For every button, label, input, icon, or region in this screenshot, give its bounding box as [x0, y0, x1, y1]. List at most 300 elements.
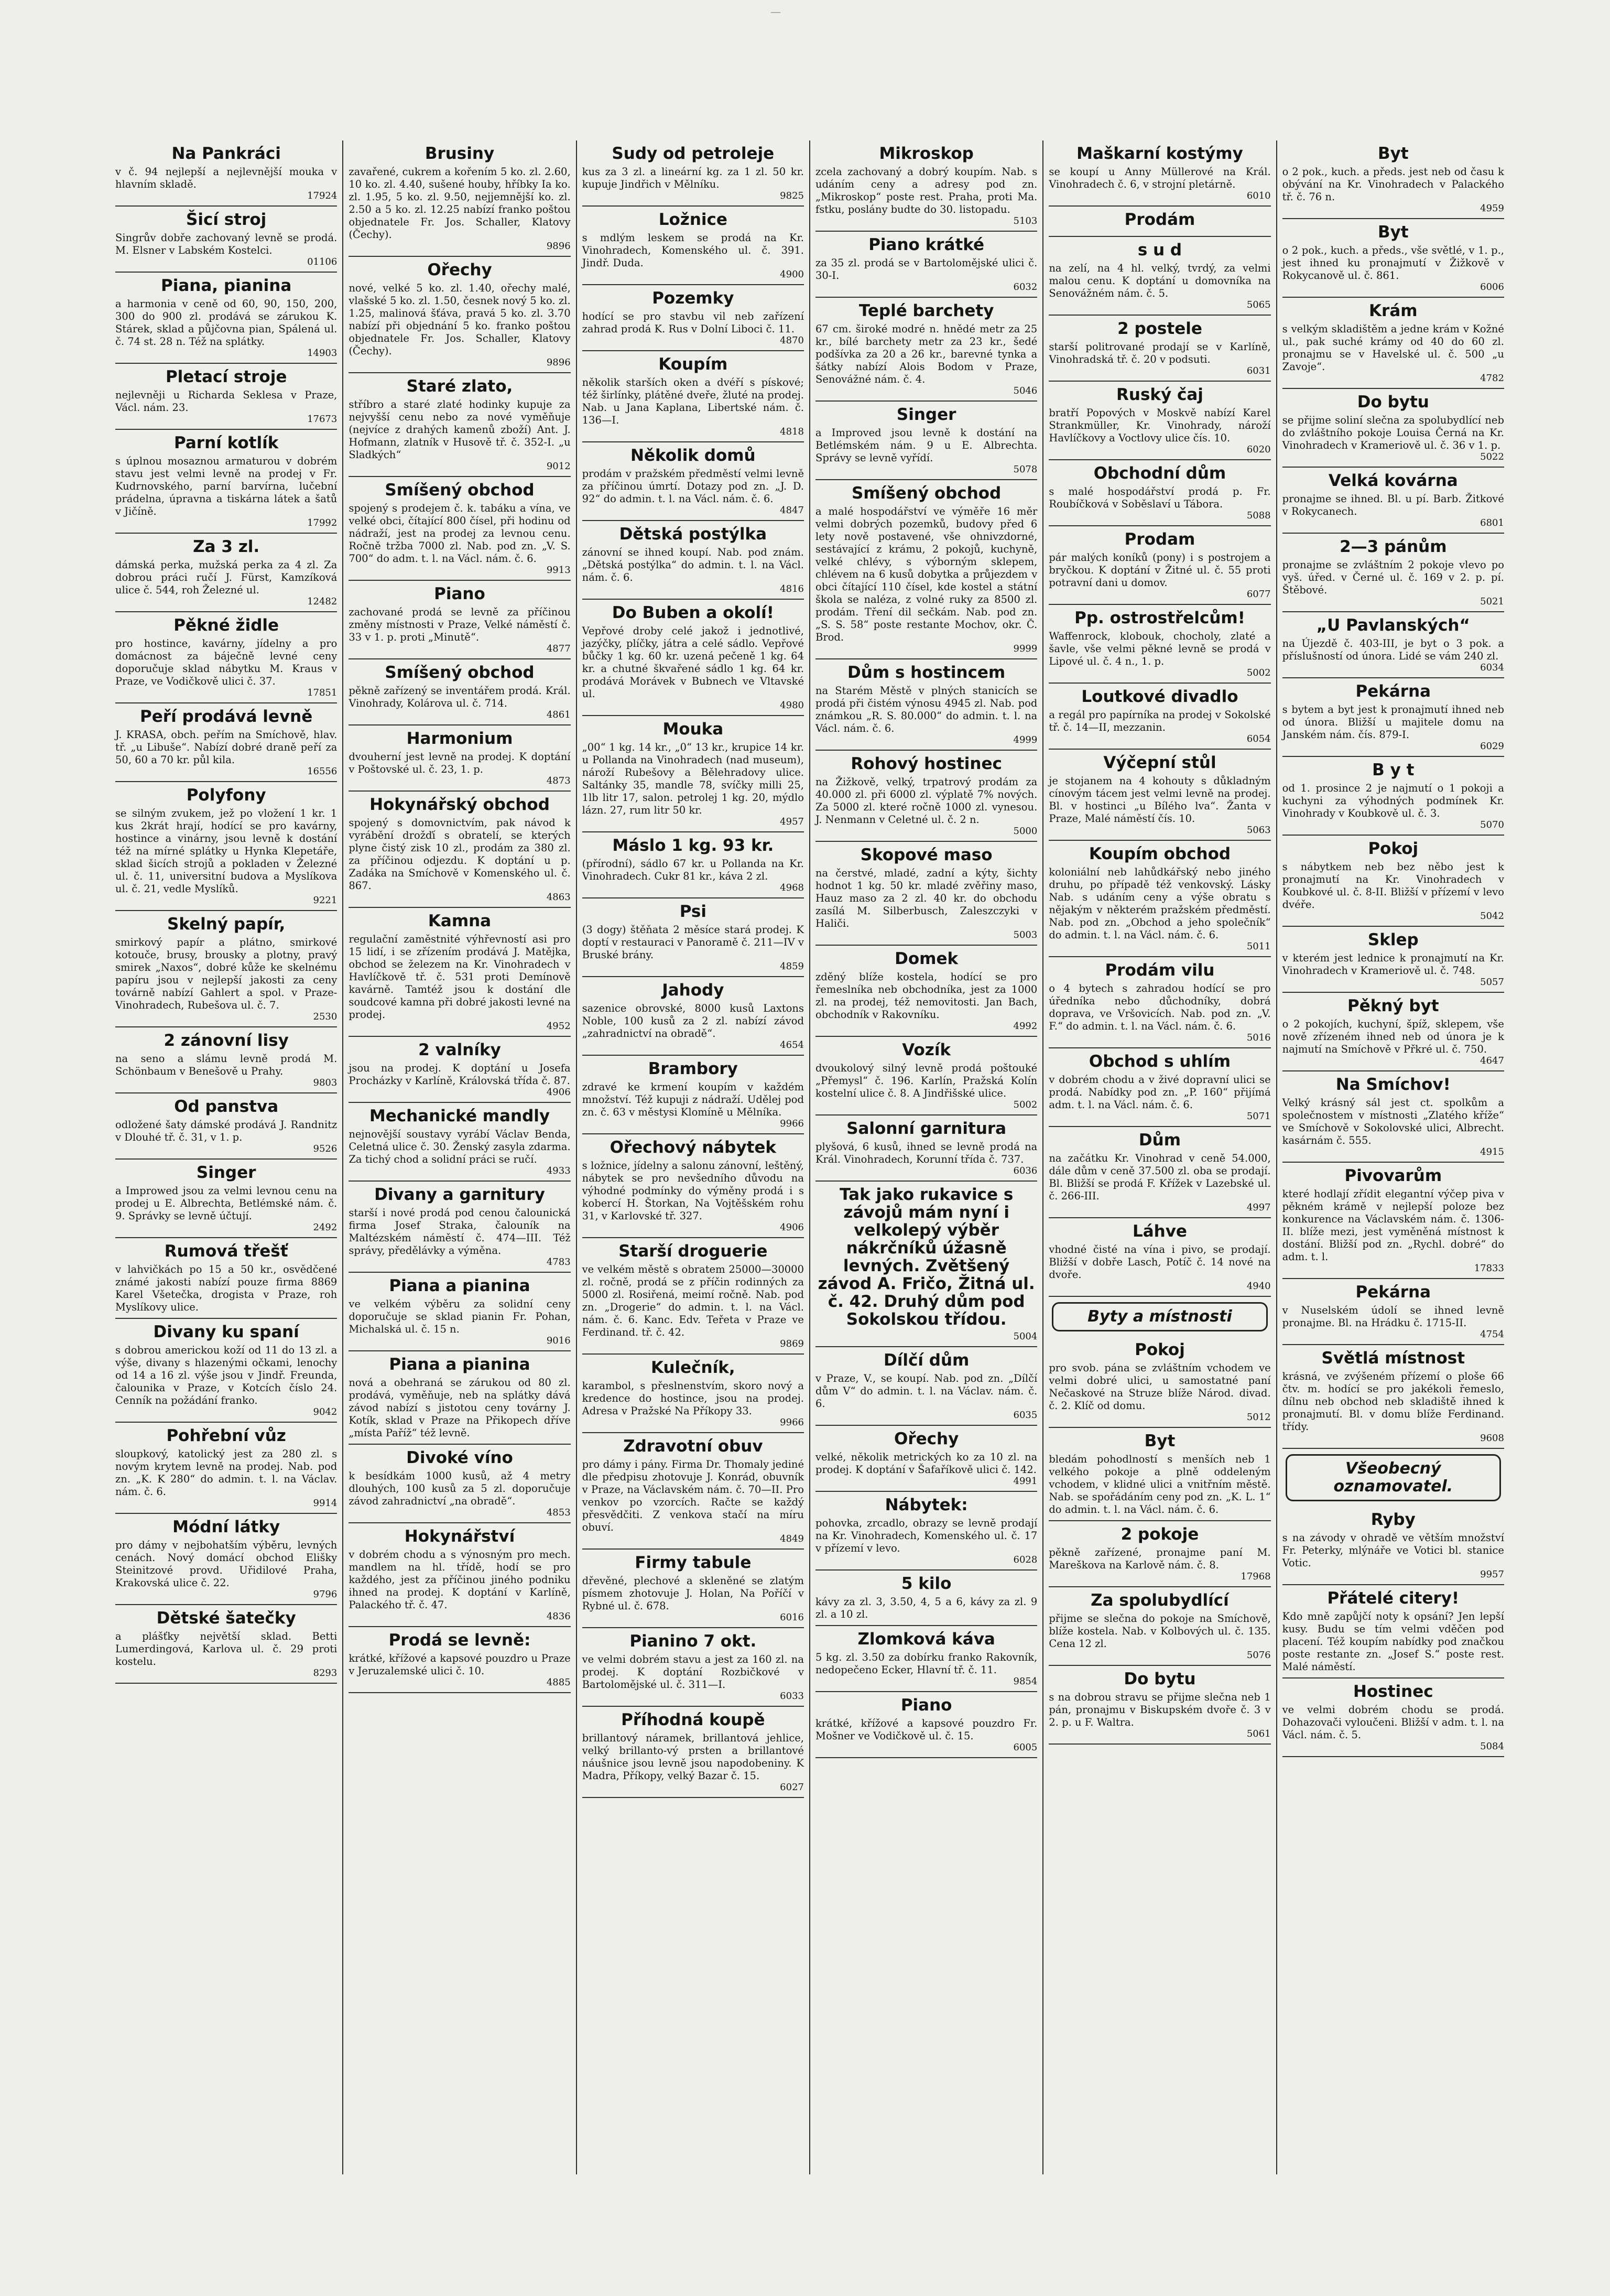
- classified-ad: [349, 659, 570, 725]
- ad-text: zánovní se ihned koupí. Nab. pod znám. „Dětská postýlka“ do admin. t. l. na Václ. nám. č. 6.: [582, 546, 804, 583]
- ad-heading: Byt: [1377, 144, 1409, 163]
- ad-heading: Pokoj: [1368, 839, 1419, 858]
- ad-number: 5021: [1480, 596, 1504, 607]
- ad-number: 4818: [780, 426, 804, 437]
- ad-number: 9914: [313, 1498, 338, 1509]
- ad-number: 5000: [1013, 826, 1038, 837]
- classified-ad: [582, 1707, 804, 1798]
- classified-ad: [1049, 684, 1270, 750]
- ad-number: 9896: [546, 241, 571, 252]
- ad-number: 5057: [1480, 977, 1504, 988]
- classified-ad: [1049, 605, 1270, 684]
- classified-ad: [582, 977, 804, 1056]
- ad-heading: Dům s hostincem: [847, 663, 1006, 682]
- ad-text: pěkně zařízený se inventářem prodá. Král. Vinohrady, Kolárova ul. č. 714.: [349, 685, 571, 709]
- ad-number: 5088: [1246, 510, 1271, 521]
- ad-number: 4999: [1013, 734, 1038, 745]
- ad-heading: Hostinec: [1353, 1682, 1433, 1701]
- classified-ad: [115, 273, 337, 364]
- ad-heading: Piano: [900, 1696, 952, 1715]
- ad-heading: Láhve: [1132, 1222, 1187, 1241]
- classified-ad: [1049, 750, 1270, 841]
- ad-text: pro dámy v nejbohatším výběru, levných cenách. Nový domácí obchod Elišky Steinitzové provd. Uřidilové Praha, Krakovská ulice č. 22.: [115, 1539, 338, 1589]
- ad-number: 01106: [307, 256, 338, 267]
- ad-number: 5016: [1246, 1032, 1271, 1043]
- section-header: Byty a místnosti: [1052, 1302, 1267, 1331]
- classified-ad: [1282, 678, 1504, 757]
- ad-text: nejnovější soustavy vyrábí Václav Benda, Celetná ulice č. 30. Ženský zasyla zdarma. Za tichý chod a solidní práci se ručí.: [349, 1128, 571, 1165]
- classified-ad: [349, 1523, 570, 1627]
- ad-heading: Na Smíchov!: [1335, 1075, 1451, 1094]
- ad-number: 5103: [1013, 215, 1038, 226]
- ad-heading: Teplé barchety: [858, 301, 994, 320]
- classified-ad: [1049, 1048, 1270, 1127]
- ad-number: 4654: [780, 1039, 804, 1050]
- ad-heading: Ryby: [1370, 1510, 1416, 1529]
- column-2: [343, 140, 576, 2174]
- classified-ad: [815, 1037, 1037, 1115]
- ad-number: 5071: [1246, 1111, 1271, 1122]
- classified-ad: [1282, 993, 1504, 1071]
- ad-number: 4836: [546, 1611, 571, 1622]
- ad-number: 6027: [780, 1782, 804, 1793]
- classified-ad: [115, 1605, 337, 1684]
- ad-text: v Praze, V., se koupí. Nab. pod zn. „Dílčí dům V“ do admin. t. l. na Václav. nám. č. 6.: [815, 1372, 1038, 1410]
- classified-ad: [582, 1355, 804, 1433]
- classified-ad: [815, 298, 1037, 402]
- ad-heading: Sudy od petroleje: [612, 144, 775, 163]
- classified-ad: [115, 1093, 337, 1160]
- ad-heading: Psi: [679, 902, 706, 921]
- ad-number: 14903: [307, 348, 338, 359]
- ad-heading: Ložnice: [658, 210, 727, 229]
- classified-ad: [115, 1423, 337, 1514]
- ad-heading: 2 pokoje: [1121, 1525, 1199, 1544]
- ad-number: 4863: [546, 892, 571, 903]
- ad-text: Kdo mně zapůjčí noty k opsání? Jen lepší kusy. Budu se tím velmi vděčen pod placení. Též koupím nabídky pod značkou poste restante zn. „Josef S.“ poste rest. Malé náměstí.: [1282, 1610, 1504, 1673]
- classified-ad: [1049, 1127, 1270, 1218]
- classified-ad: [582, 600, 804, 716]
- ad-text: pronajme se zvláštním 2 pokoje vlevo po vyš. úřed. v Černé ul. č. 169 v 2. p. pí. Štěbové.: [1282, 559, 1504, 596]
- ad-number: 5061: [1246, 1728, 1271, 1739]
- ad-number: 4861: [546, 709, 571, 720]
- ad-heading: Piano krátké: [868, 235, 985, 254]
- ad-number: 9854: [1013, 1676, 1038, 1687]
- ad-text: (3 dogy) štěňata 2 měsíce stará prodej. K doptí v restauraci v Panoramě č. 211—IV v Bruské brány.: [582, 924, 804, 961]
- ad-number: 5003: [1013, 929, 1038, 940]
- ad-heading: Do Buben a okolí!: [612, 603, 774, 622]
- ad-heading: Rumová třešť: [164, 1242, 288, 1261]
- classified-ad: [349, 725, 570, 792]
- classified-ad: [582, 521, 804, 600]
- ad-number: 9966: [780, 1118, 804, 1129]
- ad-number: 4997: [1246, 1202, 1271, 1213]
- ad-text: v lahvičkách po 15 a 50 kr., osvědčené známé jakosti nabízí pouze firma 8869 Karel Všetečka, drogista v Praze, roh Myslíkovy ulice.: [115, 1263, 338, 1313]
- ad-heading: Do bytu: [1357, 393, 1429, 411]
- ad-heading: Mouka: [662, 720, 724, 739]
- ad-text: zdravé ke krmení koupím v každém množství. Též kupuji z nádraží. Udělej pod zn. č. 63 v městysi Klomíně u Mělníka.: [582, 1081, 804, 1118]
- ad-heading: Hokynářství: [404, 1527, 515, 1546]
- ad-text: zděný blíže kostela, hodící se pro řemeslníka neb obchodníka, jest za 1000 zl. na prodej, též nemovitosti. Jan Bach, obchodník v Rakovníku.: [815, 971, 1038, 1021]
- ad-text: s na závody v ohradě ve větším množství Fr. Peterky, mlýnáře ve Votici bl. stanice Votic.: [1282, 1532, 1504, 1569]
- ad-text: nová a obehraná se zárukou od 80 zl. prodává, vyměňuje, neb na splátky dává závod nabízí s jistotou ceny továrny J. Kotík, sklad v Praze na Přikopech dříve „místa Paříž“ též levně.: [349, 1377, 571, 1439]
- ad-number: 4906: [780, 1222, 804, 1233]
- ad-number: 4877: [546, 643, 571, 654]
- classified-ad: [1049, 207, 1270, 237]
- ad-text: 67 cm. široké modré n. hnědé metr za 25 kr., bílé barchety metr za 23 kr., šedé podšívka za 20 a 26 kr., barevné tynka a šátky nabízí Alois Bodom v Praze, Senovážné nám. č. 4.: [815, 323, 1038, 385]
- ad-text: a regál pro papírníka na prodej v Sokolské tř. č. 14—II, mezzanin.: [1049, 709, 1271, 733]
- ad-number: 2492: [313, 1222, 338, 1233]
- ad-number: 5042: [1480, 911, 1504, 922]
- ad-text: o 2 pokojích, kuchyní, špíž, sklepem, vše nově zřízeném ihned neb od února je k najmutí na Smíchově v Přkré ul. č. 750.: [1282, 1018, 1504, 1055]
- ad-text: je stojanem na 4 kohouty s důkladným cínovým tácem jest velmi levně na prodej. Bl. v hostinci „u Bílého lva“. Žanta v Praze, Malé náměstí čís. 10.: [1049, 775, 1271, 825]
- classified-ad: [1282, 927, 1504, 993]
- classified-ad: [1049, 140, 1270, 207]
- classified-ad: [1282, 836, 1504, 927]
- classified-ad: [1282, 1345, 1504, 1449]
- ad-heading: Pivovarům: [1344, 1166, 1442, 1185]
- ad-text: ve velkém městě s obratem 25000—30000 zl. ročně, prodá se z příčin rodinných za 5000 zl. Rosiřená, meimí ročně. Nab. pod zn. „Drogerie“ do admin. t. l. na Václ. nám. č. 6. Kanc. Edv. Teřeta v Praze ve Ferdinand. tř. č. 42.: [582, 1263, 804, 1338]
- classified-ad: [115, 207, 337, 273]
- ad-number: 9796: [313, 1589, 338, 1600]
- ad-text: a Improwed jsou za velmi levnou cenu na prodej u E. Albrechta, Betlémské nám. č. 9. Správky se levně účtují.: [115, 1185, 338, 1222]
- ad-number: 17968: [1241, 1571, 1271, 1582]
- ad-number: 6077: [1246, 589, 1271, 600]
- ad-text: pohovka, zrcadlo, obrazy se levně prodají na Kr. Vinohradech, Komenského ul. č. 17 v přízemí v levo.: [815, 1517, 1038, 1554]
- ad-text: s malé hospodářství prodá p. Fr. Roubíčková v Soběslaví u Tábora.: [1049, 485, 1271, 510]
- ad-number: 4915: [1480, 1146, 1504, 1157]
- classified-ad: [115, 140, 337, 207]
- classified-ad: [582, 1628, 804, 1707]
- classified-ad: [815, 402, 1037, 480]
- ad-text: krátké, křížové a kapsové pouzdro u Praze v Jeruzalemské ulici č. 10.: [349, 1652, 571, 1677]
- classified-ad: [815, 946, 1037, 1037]
- ad-text: spojený s domovnictvím, pak návod k vyrábění drožďí s obratelí, se kterých plyne čistý zisk 10 zl., prodám za 380 zl. za příčinou odjezdu. K doptání u p. Zadáka na Smíchově v Komenského ul. č. 867.: [349, 817, 571, 892]
- ad-heading: Pokoj: [1135, 1340, 1185, 1359]
- ad-number: 4847: [780, 505, 804, 516]
- ad-text: kus za 3 zl. a lineární kg. za 1 zl. 50 kr. kupuje Jindřich v Mělníku.: [582, 166, 804, 190]
- ad-text: karambol, s přeslnenstvím, skoro nový a kredence do hostince, jsou na prodej. Adresa v Pražské Na Příkopy 33.: [582, 1380, 804, 1417]
- classified-ad: [1049, 1337, 1270, 1428]
- ad-number: 17851: [307, 687, 338, 698]
- ad-text: pronajme se ihned. Bl. u pí. Barb. Žitkové v Rokycanech.: [1282, 493, 1504, 517]
- ad-heading: Ořechy: [894, 1429, 959, 1448]
- ad-text: na zelí, na 4 hl. velký, tvrdý, za velmi malou cenu. K doptání u domovníka na Senovážném nám. č. 5.: [1049, 262, 1271, 299]
- classified-ad: [1049, 237, 1270, 316]
- ad-heading: Pekárna: [1355, 682, 1431, 701]
- classified-ad: [815, 1426, 1037, 1492]
- ad-number: 5070: [1480, 819, 1504, 830]
- ad-text: se přijme soliní slečna za spolubydlící neb do zvláštního pokoje Louisa Černá na Kr. Vinohradech v Krameriově ul. č. 36 v 1. p.: [1282, 414, 1504, 451]
- column-6: [1277, 140, 1509, 2174]
- ad-heading: Pp. ostrostřelcům!: [1074, 609, 1245, 627]
- ad-text: na seno a slámu levně prodá M. Schönbaum v Benešově u Prahy.: [115, 1053, 338, 1077]
- classified-ad: [815, 751, 1037, 842]
- classified-ad: [815, 1626, 1037, 1692]
- ad-text: 5 kg. zl. 3.50 za dobírku franko Rakovník, nedopečeno Ecker, Hlavní tř. č. 11.: [815, 1651, 1038, 1676]
- ad-text: v dobrém chodu a v živé dopravní ulici se prodá. Nabídky pod zn. „P. 160“ přijímá adm. t. l. na Václ. nám. č. 6.: [1049, 1074, 1271, 1111]
- ad-number: 4870: [780, 335, 804, 346]
- ad-text: Singrův dobře zachovaný levně se prodá. M. Elsner v Labském Kostelci.: [115, 232, 338, 256]
- classified-ad: [1049, 1218, 1270, 1297]
- ad-text: sloupkový, katolický jest za 280 zl. s novým krytem levně na prodej. Nab. pod zn. „K. K 280“ do admin. t. l. na Václav. nám. č. 6.: [115, 1448, 338, 1498]
- ad-heading: 2—3 pánům: [1340, 537, 1447, 556]
- ad-number: 9869: [780, 1338, 804, 1349]
- classified-ad: [815, 1347, 1037, 1426]
- ad-number: 4816: [780, 583, 804, 594]
- ad-number: 4754: [1480, 1329, 1504, 1340]
- ad-number: 5063: [1246, 825, 1271, 836]
- ad-heading: Dětská postýlka: [619, 525, 767, 544]
- ad-text: pár malých koníků (pony) i s postrojem a bryčkou. K doptání v Žitné ul. č. 55 proti potravní dani u domov.: [1049, 551, 1271, 589]
- classified-ad: [1282, 140, 1504, 219]
- ad-heading: Staré zlato,: [406, 377, 513, 396]
- ad-text: o 2 pok., kuch. a předs., vše světlé, v 1. p., jest ihned ku pronajmutí v Žižkově v Rokycanově ul. č. 861.: [1282, 244, 1504, 281]
- ad-text: „00“ 1 kg. 14 kr., „0“ 13 kr., krupice 14 kr. u Pollanda na Vinohradech (nad museum), nároží Rubešovy a Bělehradovy ulice. Saltánky 35, mandle 78, svíčky milli 25, 1lb litr 17, salon. petrolej 1 kg. 20, mýdlo lázn. 27, rum litr 50 kr.: [582, 741, 804, 816]
- classified-ad: [115, 364, 337, 430]
- ad-number: 17924: [307, 190, 338, 201]
- ad-heading: Jahody: [662, 981, 724, 1000]
- ad-heading: Koupím obchod: [1089, 844, 1231, 863]
- classified-ad: [582, 716, 804, 832]
- classified-ad: [1282, 468, 1504, 534]
- classified-ad: [115, 782, 337, 911]
- ad-text: prodám v pražském předměstí velmi levně za příčinou úmrtí. Dotazy pod zn. „J. D. 92“ do admin. t. l. na Václ. nám. č. 6.: [582, 468, 804, 505]
- classified-ad: [1049, 1521, 1270, 1587]
- ad-number: 4991: [1013, 1476, 1038, 1487]
- ad-number: 6005: [1013, 1742, 1038, 1753]
- ad-text: několik starších oken a dvéří s pískové; též širlínky, plátěné dveře, žluté na prodej. Nab. u Jana Kaplana, Libertské nám. č. 136—I.: [582, 376, 804, 426]
- ad-text: s nábytkem neb bez něbo jest k pronajmutí na Kr. Vinohradech v Koubkové ul. č. 8-II. Bližší v přízemí v levo dvéře.: [1282, 861, 1504, 911]
- classified-ad: [1282, 219, 1504, 298]
- ad-heading: B y t: [1372, 761, 1415, 779]
- ad-heading: Byt: [1377, 223, 1409, 242]
- ad-heading: Divoké víno: [406, 1448, 513, 1467]
- classified-ad: [349, 1627, 570, 1693]
- ad-number: 5078: [1013, 464, 1038, 475]
- classified-ad: [1282, 757, 1504, 836]
- classified-ad: [815, 1692, 1037, 1758]
- ad-heading: 2 postele: [1117, 319, 1202, 338]
- ad-heading: Polyfony: [186, 786, 266, 805]
- classified-ad: [1049, 1587, 1270, 1666]
- ad-text: krásná, ve zvýšeném přízemí o ploše 66 čtv. m. hodící se pro jakékoli řemeslo, dílnu neb obchod neb skladiště ihned k pronajmutí. Bl. v domu blíže Ferdinand. třídy.: [1282, 1370, 1504, 1433]
- ad-number: 9913: [546, 565, 571, 576]
- ad-number: 6033: [780, 1691, 804, 1702]
- ad-heading: Prodám: [1124, 210, 1195, 229]
- ad-number: 5012: [1246, 1412, 1271, 1423]
- ad-number: 6016: [780, 1612, 804, 1623]
- classified-ad: [1282, 1163, 1504, 1279]
- ad-heading: Světlá místnost: [1321, 1349, 1465, 1368]
- ad-text: plyšová, 6 kusů, ihned se levně prodá na Král. Vinohradech, Korunní třída č. 737.: [815, 1141, 1038, 1165]
- classified-ad: [349, 477, 570, 581]
- ad-heading: Dílčí dům: [883, 1351, 970, 1370]
- classified-ad: [582, 207, 804, 285]
- classified-ad: [115, 1027, 337, 1093]
- ad-text: na Újezdě č. 403-III, je byt o 3 pok. a příslušností od února. Lidé se vám 240 zl.: [1282, 637, 1504, 662]
- ad-heading: Pohřební vůz: [166, 1426, 286, 1445]
- ad-heading: Divany a garnitury: [374, 1185, 545, 1204]
- ad-number: 5065: [1246, 299, 1271, 310]
- ad-text: spojený s prodejem č. k. tabáku a vína, ve velké obci, čítající 800 čísel, při hodinu od nádraží, jest na prodej za levnou cenu. Ročně tržba 7000 zl. Nab. pod zn. „V. S. 700“ do adm. t. l. na Václ. nám. č. 6.: [349, 502, 571, 565]
- ad-text: s na dobrou stravu se přijme slečna neb 1 pán, pronajmu v Biskupském dvoře č. 3 v 2. p. u F. Waltra.: [1049, 1691, 1271, 1728]
- classified-ad: [349, 908, 570, 1037]
- classified-ad: [115, 1238, 337, 1319]
- ad-number: 6029: [1480, 741, 1504, 752]
- ad-text: Vepřové droby celé jakož i jednotlivé, jazýčky, plíčky, játra a celé sádlo. Vepřové bůčky 1 kg. 60 kr. uzená pečeně 1 kg. 64 kr. a chutné škvařené sádlo 1 kg. 64 kr. prodává Morávek v Bubnech ve Vltavské ul.: [582, 625, 804, 700]
- ad-heading: Máslo 1 kg. 93 kr.: [612, 836, 774, 855]
- ad-text: a harmonia v ceně od 60, 90, 150, 200, 300 do 900 zl. prodává se zárukou K. Stárek, sklad a půjčovna pian, Spálená ul. č. 74 st. 28 n. Též na splátky.: [115, 298, 338, 348]
- ad-number: 6006: [1480, 281, 1504, 293]
- ad-number: 6036: [1013, 1165, 1038, 1176]
- ad-text: dřevěné, plechové a skleněné se zlatým písmem zhotovuje J. Holan, Na Poříčí v Rybné ul. č. 678.: [582, 1575, 804, 1612]
- ad-number: 8293: [313, 1667, 338, 1678]
- ad-heading: Za spolubydlící: [1091, 1591, 1229, 1610]
- ad-text: smirkový papír a plátno, smirkové kotouče, brusy, brousky a plotny, pravý smirek „Naxos“, dobré kůže ke skelnému papíru jsou v nejlepší jakosti za ceny továrně nabízí Gahlert a spol. v Praze-Vinohradech, Rubešova ul. č. 7.: [115, 936, 338, 1011]
- ad-number: 9016: [546, 1335, 571, 1346]
- classified-ad: [349, 1351, 570, 1445]
- classified-ad: [1049, 1428, 1270, 1521]
- column-3: [577, 140, 810, 2174]
- classified-ad: [582, 1238, 804, 1355]
- classified-ad: [1282, 612, 1504, 678]
- ad-heading: Mikroskop: [879, 144, 974, 163]
- ad-text: na Starém Městě v plných stanicích se prodá při čistém výnosu 4945 zl. Nab. pod známkou „R. S. 80.000“ do admin. t. l. na Václ. nám. č. 6.: [815, 685, 1038, 734]
- ad-text: pro hostince, kavárny, jídelny a pro domácnost za báječně levné ceny doporučuje sklad nábytku M. Kraus v Praze, ve Vodičkově ulici č. 37.: [115, 637, 338, 687]
- ad-number: 9221: [313, 895, 338, 906]
- ad-text: na začátku Kr. Vinohrad v ceně 54.000, dále dům v ceně 37.500 zl. oba se prodají. Bl. Bližší se prodá F. Křížek v Lazebské ul. č. 266-III.: [1049, 1152, 1271, 1202]
- ad-heading: 5 kilo: [901, 1574, 952, 1593]
- ad-number: 5011: [1246, 941, 1271, 952]
- ad-heading: Do bytu: [1124, 1670, 1196, 1688]
- ad-heading: Mechanické mandly: [369, 1107, 550, 1125]
- classified-ad: [115, 430, 337, 534]
- ad-heading: Krám: [1369, 301, 1418, 320]
- classified-ad: [582, 832, 804, 898]
- ad-text: přijme se slečna do pokoje na Smíchově, blíže kostela. Nab. v Kolbových ul. č. 135. Cena 12 zl.: [1049, 1612, 1271, 1650]
- ad-heading: Koupím: [658, 355, 728, 374]
- ad-number: 2530: [313, 1011, 338, 1022]
- ad-text: nové, velké 5 ko. zl. 1.40, ořechy malé, vlašské 5 ko. zl. 1.50, česnek nový 5 ko. zl. 1.25, malinová šťáva, pravá 5 ko. zl. 3.70 nabízí při objednání 5 ko. franko poštou objednatele Fr. Jos. Schaller, Klatovy (Čechy).: [349, 282, 571, 357]
- ad-heading: Sklep: [1367, 930, 1419, 949]
- ad-text: s bytem a byt jest k pronajmutí ihned neb od února. Bližší u majitele domu na Janském nám. čís. 879-I.: [1282, 703, 1504, 741]
- ad-number: 4885: [546, 1677, 571, 1688]
- ad-heading: Za 3 zl.: [193, 537, 260, 556]
- ad-text: zcela zachovaný a dobrý koupím. Nab. s udáním ceny a adresy pod zn. „Mikroskop“ poste rest. Praha, proti Ma. fstku, poslány budte do 30. listopadu.: [815, 166, 1038, 215]
- ad-number: 9825: [780, 190, 804, 201]
- ad-text: hodící se pro stavbu vil neb zařízení zahrad prodá K. Rus v Dolní Liboci č. 11.: [582, 310, 804, 335]
- ad-heading: Šicí stroj: [186, 210, 267, 229]
- ad-heading: Prodam: [1124, 530, 1195, 549]
- ad-text: k besídkám 1000 kusů, až 4 metry dlouhých, 100 kusů za 5 zl. doporučuje závod zahradnictví „na obradě“.: [349, 1470, 571, 1507]
- classified-ad: [815, 1492, 1037, 1571]
- ad-text: zavařené, cukrem a kořením 5 ko. zl. 2.60, 10 ko. zl. 4.40, sušené houby, hříbky Ia ko. zl. 1.95, 5 ko. zl. 9.50, nejjemnější ko. zl. 2.50 a 5 ko. zl. 12.25 nabízí franko poštou objednatele Fr. Jos. Schaller, Klatovy (Čechy).: [349, 166, 571, 241]
- classified-ad: [349, 140, 570, 257]
- classified-ad: [1282, 1678, 1504, 1757]
- ad-number: 16556: [307, 766, 338, 777]
- ad-text: od 1. prosince 2 je najmutí o 1 pokoji a kuchyni za výhodných podmínek Kr. Vinohrady v Koubkově ul. č. 3.: [1282, 782, 1504, 819]
- ad-text: a plášťky největší sklad. Betti Lumerdingová, Karlova ul. č. 29 proti kostelu.: [115, 1630, 338, 1667]
- ad-heading: Příhodná koupě: [621, 1710, 765, 1729]
- ad-number: 4959: [1480, 203, 1504, 214]
- classified-ad: [349, 1182, 570, 1273]
- ad-heading: Pozemky: [652, 289, 734, 308]
- ad-text: J. KRASA, obch. peřím na Smíchově, hlav. tř. „u Libuše“. Nabízí dobré draně peří za 50, 60 a 70 kr. půl kila.: [115, 729, 338, 766]
- ad-text: na čerstvé, mladé, zadní a kýty, šichty hodnot 1 kg. 50 kr. mladé zvěřiny maso, Hauz maso za 2 zl. 40 kr. do obchodu zasílá M. Silberbusch, Zaleszczyki v Haliči.: [815, 867, 1038, 929]
- ad-heading: Pianino 7 okt.: [629, 1632, 757, 1651]
- ad-heading: Obchodní dům: [1093, 464, 1226, 483]
- ad-heading: Přátelé citery!: [1327, 1589, 1460, 1608]
- classified-ad: [1049, 382, 1270, 460]
- ad-number: 9526: [313, 1143, 338, 1154]
- classified-ad: [815, 1182, 1037, 1347]
- ad-number: 17833: [1474, 1263, 1504, 1274]
- ad-heading: Tak jako rukavice s závojů mám nyní i velkolepý výběr nákrčníků úžasně levných. Zvětšený závod A. Fričo, Žitná ul. č. 42. Druhý dům pod Sokolskou třídou.: [818, 1185, 1035, 1329]
- ad-number: 9012: [546, 461, 571, 472]
- ad-heading: Na Pankráci: [171, 144, 281, 163]
- ad-number: 4859: [780, 961, 804, 972]
- classified-ad: [349, 257, 570, 373]
- ad-heading: Velká kovárna: [1328, 471, 1458, 490]
- ad-text: regulační zaměstnité výhřevností asi pro 15 lidí, i se zřízením prodává J. Matějka, obchod se železem na Kr. Vinohradech v Havlíčkově tř. č. 531 proti Demínově kavárně. Tamtéž jsou k dostání dle soudcové kamna při dobré jakosti levné na prodej.: [349, 933, 571, 1021]
- ad-heading: Parní kotlík: [173, 434, 279, 452]
- ad-heading: Singer: [196, 1163, 256, 1182]
- ad-number: 9999: [1013, 643, 1038, 654]
- classified-ad: [1282, 534, 1504, 612]
- ad-heading: Dětské šatečky: [156, 1609, 296, 1628]
- ad-text: ve velmi dobrém chodu se prodá. Dohazovači vyloučeni. Bližší v adm. t. l. na Václ. nám. č. 5.: [1282, 1704, 1504, 1741]
- classified-ads-page: [110, 140, 1509, 2174]
- classified-ad: [1049, 526, 1270, 605]
- ad-heading: Singer: [896, 405, 956, 424]
- ad-text: velké, několik metrických ko za 10 zl. na prodej. K doptání v Šafaříkově ulici č. 142.: [815, 1451, 1038, 1476]
- ad-heading: Skelný papír,: [167, 915, 286, 934]
- ad-heading: Piana, pianina: [161, 276, 292, 295]
- classified-ad: [1049, 460, 1270, 526]
- classified-ad: [115, 534, 337, 612]
- ad-heading: Několik domů: [630, 446, 756, 465]
- ad-text: se koupí u Anny Müllerové na Král. Vinohradech č. 6, v strojní pletárně.: [1049, 166, 1271, 190]
- classified-ad: [349, 1445, 570, 1523]
- ad-number: 4952: [546, 1021, 571, 1032]
- ad-heading: Zlomková káva: [857, 1630, 995, 1649]
- ad-heading: Piana a pianina: [389, 1276, 530, 1295]
- ad-heading: Salonní garnitura: [846, 1119, 1007, 1138]
- ad-heading: Byt: [1144, 1432, 1176, 1450]
- ad-number: 4968: [780, 882, 804, 893]
- ad-heading: Piana a pianina: [389, 1355, 530, 1374]
- ad-number: 12482: [307, 596, 338, 607]
- ad-text: o 2 pok., kuch. a předs. jest neb od času k obývání na Kr. Vinohradech v Palackého tř. č. 76 n.: [1282, 166, 1504, 203]
- ad-heading: Smíšený obchod: [852, 484, 1002, 503]
- classified-ad: [582, 442, 804, 521]
- ad-text: starší politrované prodají se v Karlíně, Vinohradská tř. č. 20 v podsuti.: [1049, 341, 1271, 365]
- ad-heading: Piano: [434, 584, 485, 603]
- ad-heading: Kamna: [428, 912, 492, 930]
- ad-number: 6034: [1480, 662, 1504, 673]
- classified-ad: [115, 612, 337, 703]
- ad-heading: „U Pavlanských“: [1316, 616, 1470, 635]
- ad-number: 9803: [313, 1077, 338, 1088]
- classified-ad: [582, 285, 804, 351]
- ad-number: 4957: [780, 816, 804, 827]
- ad-text: dvouherní jest levně na prodej. K doptání v Poštovské ul. č. 23, 1. p.: [349, 751, 571, 775]
- ad-number: 6031: [1246, 365, 1271, 376]
- ad-text: dámská perka, mužská perka za 4 zl. Za dobrou práci ručí J. Fürst, Kamzíková ulice č. 544, roh Železné ul.: [115, 559, 338, 596]
- ad-number: 17673: [307, 414, 338, 425]
- ad-number: 5004: [1013, 1331, 1038, 1342]
